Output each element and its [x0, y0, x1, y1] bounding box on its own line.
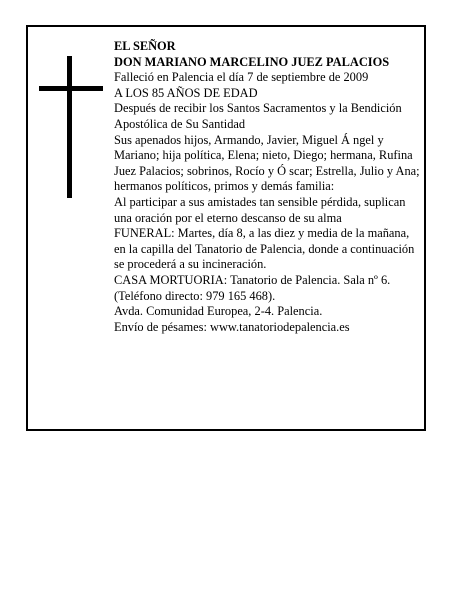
family-list: Sus apenados hijos, Armando, Javier, Miguel Á ngel y Mariano; hija política, Elena; nieto, Diego; hermana, Rufina Juez Palacios; sobrinos, Rocío y Ó scar; Estrella, Julio y Ana; hermanos políticos, primos y demás familia:: [114, 132, 423, 194]
cross-icon: [39, 56, 103, 198]
cross-vertical-bar: [67, 56, 72, 198]
mortuary-details: CASA MORTUORIA: Tanatorio de Palencia. Sala nº 6. (Teléfono directo: 979 165 468).: [114, 272, 394, 303]
cross-horizontal-bar: [39, 86, 103, 91]
deceased-name: DON MARIANO MARCELINO JUEZ PALACIOS: [114, 54, 390, 69]
notice-text: [114, 39, 423, 335]
mortuary-address: Avda. Comunidad Europea, 2-4. Palencia.: [114, 304, 323, 319]
notice-header-title: EL SEÑOR: [114, 39, 176, 53]
age-at-death: A LOS 85 AÑOS DE EDAD: [114, 85, 258, 100]
prayer-request: Al participar a sus amistades tan sensible pérdida, suplican una oración por el eterno descanso de su alma: [114, 194, 409, 225]
funeral-details: FUNERAL: Martes, día 8, a las diez y media de la mañana, en la capilla del Tanatorio de Palencia, donde a continuación se procederá a su incineración.: [114, 226, 418, 272]
condolences-website: Envío de pésames: www.tanatoriodepalencia.es: [114, 319, 350, 334]
obituary-notice: [26, 25, 426, 431]
death-date: Falleció en Palencia el día 7 de septiembre de 2009: [114, 70, 369, 85]
sacraments-text: Después de recibir los Santos Sacramentos y la Bendición Apostólica de Su Santidad: [114, 101, 405, 131]
